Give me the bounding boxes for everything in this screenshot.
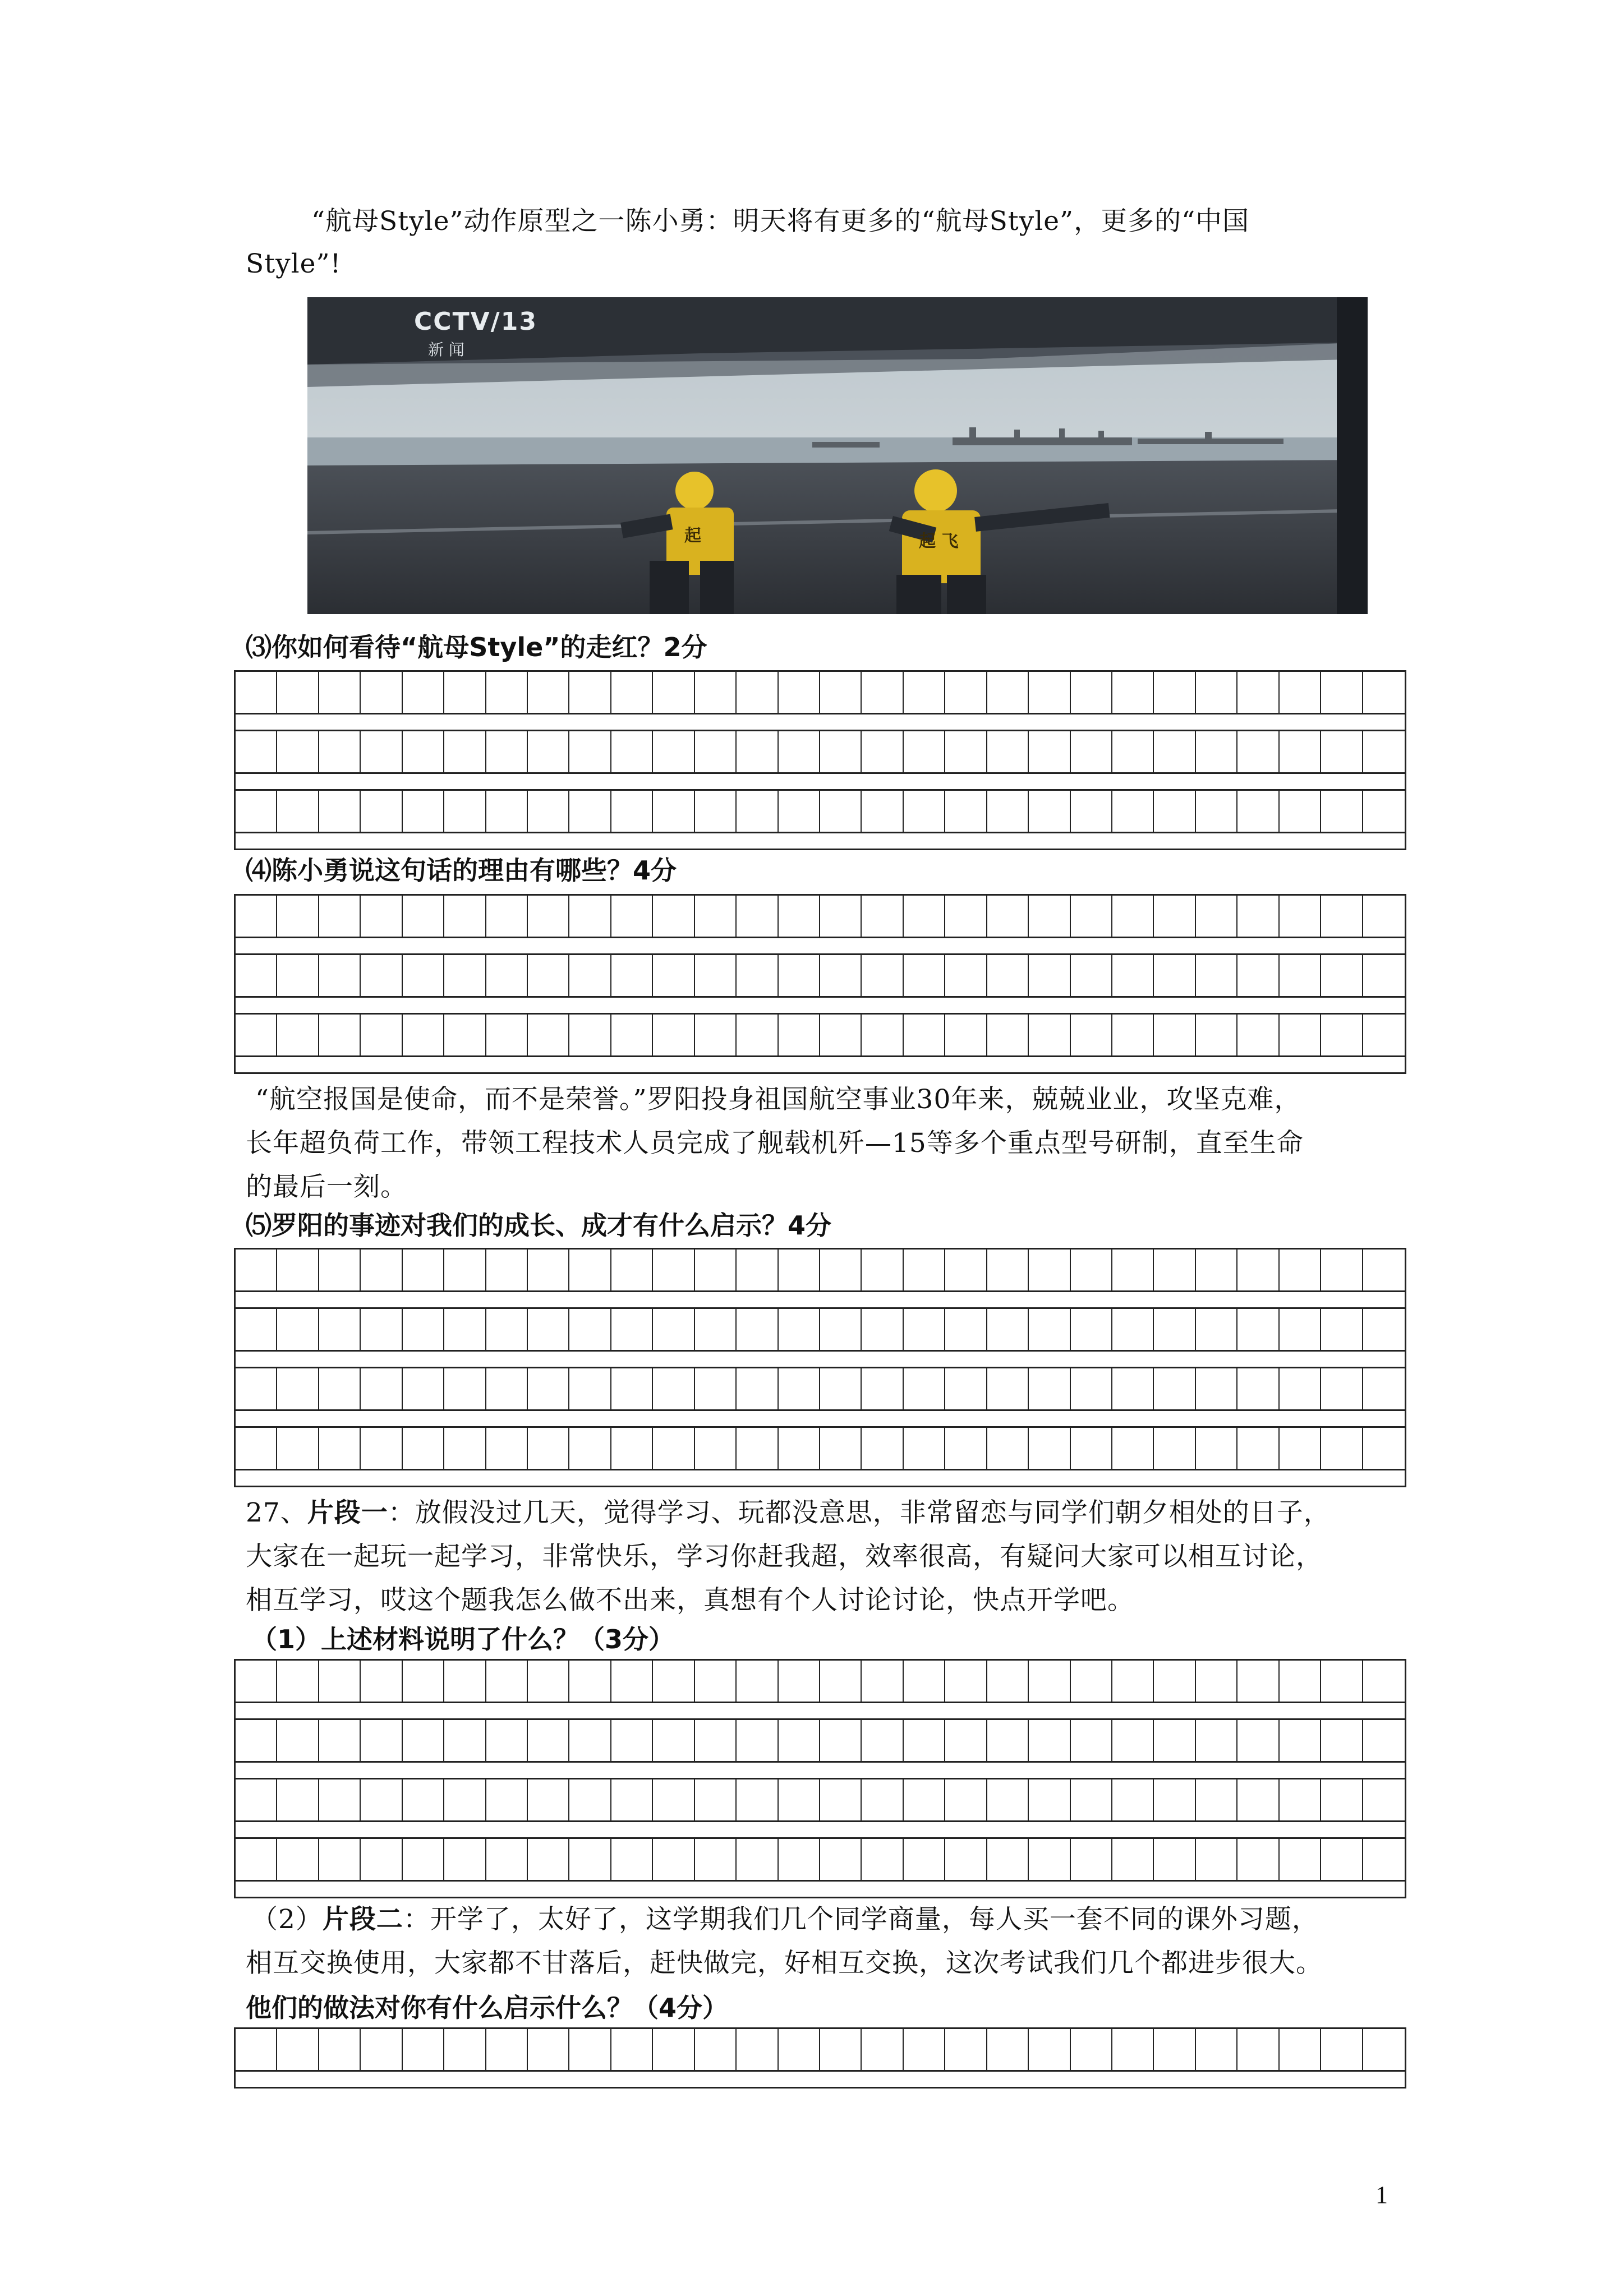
q27-line-1	[246, 1489, 1331, 1537]
q27-fragment-one-label: 片段一	[307, 1497, 388, 1528]
answer-grid-q5[interactable]	[234, 1248, 1406, 1487]
grid-row[interactable]	[236, 955, 1405, 998]
intro-line-1: “航母Style”动作原型之一陈小勇：明天将有更多的“航母Style”，更多的“中国	[311, 206, 1250, 237]
channel-subtitle: 新 闻	[428, 340, 464, 359]
question-3: ⑶你如何看待“航母Style”的走红？2分	[246, 632, 707, 662]
question-5: ⑸罗阳的事迹对我们的成长、成才有什么启示？4分	[246, 1210, 832, 1241]
q27-number: 27、	[246, 1497, 307, 1528]
grid-row[interactable]	[236, 896, 1405, 938]
luoyang-line-1: “航空报国是使命，而不是荣誉。”罗阳投身祖国航空事业30年来，兢兢业业，攻坚克难，	[255, 1084, 1301, 1115]
grid-row[interactable]	[236, 1839, 1405, 1882]
q27-line-1-text: ：放假没过几天，觉得学习、玩都没意思，非常留恋与同学们朝夕相处的日子，	[388, 1497, 1331, 1528]
q27-sub-1: （1）上述材料说明了什么？（3分）	[251, 1624, 675, 1654]
q27-sub-2-line-2: 相互交换使用，大家都不甘落后，赶快做完，好相互交换，这次考试我们几个都进步很大。	[246, 1948, 1323, 1979]
grid-row[interactable]	[236, 1428, 1405, 1470]
luoyang-line-2: 长年超负荷工作，带领工程技术人员完成了舰载机歼—15等多个重点型号研制，直至生命	[246, 1128, 1304, 1159]
grid-row[interactable]	[236, 1661, 1405, 1703]
q27-line-3: 相互学习，哎这个题我怎么做不出来，真想有个人讨论讨论，快点开学吧。	[246, 1585, 1134, 1616]
q27-sub-2-number: （2）	[251, 1904, 323, 1935]
grid-row[interactable]	[236, 1779, 1405, 1822]
grid-row[interactable]	[236, 2029, 1405, 2072]
grid-row[interactable]	[236, 791, 1405, 833]
grid-row[interactable]	[236, 1720, 1405, 1763]
channel-logo: CCTV/13	[414, 307, 537, 336]
carrier-deck-photo	[307, 297, 1368, 614]
grid-row[interactable]	[236, 731, 1405, 774]
q27-fragment-two-label: 片段二	[322, 1904, 403, 1935]
question-4: ⑷陈小勇说这句话的理由有哪些？4分	[246, 855, 677, 886]
luoyang-line-3: 的最后一刻。	[246, 1172, 407, 1202]
intro-line-2: Style”!	[246, 248, 342, 279]
page-number: 1	[1375, 2181, 1388, 2209]
vest-label-right: 起 飞	[919, 532, 959, 551]
answer-grid-q4[interactable]	[234, 894, 1406, 1074]
grid-row[interactable]	[236, 672, 1405, 714]
grid-row[interactable]	[236, 1015, 1405, 1057]
answer-grid-q3[interactable]	[234, 670, 1406, 850]
grid-row[interactable]	[236, 1309, 1405, 1352]
q27-line-2: 大家在一起玩一起学习，非常快乐，学习你赶我超，效率很高，有疑问大家可以相互讨论，	[246, 1541, 1323, 1572]
answer-grid-q27-2[interactable]	[234, 2027, 1406, 2088]
q27-sub-2-line-1	[251, 1896, 1319, 1944]
carrier-deck-photo-drawing	[307, 297, 1368, 614]
q27-sub-2-question: 他们的做法对你有什么启示什么？（4分）	[246, 1993, 729, 2023]
grid-row[interactable]	[236, 1368, 1405, 1411]
answer-grid-q27-1[interactable]	[234, 1659, 1406, 1898]
grid-row[interactable]	[236, 1250, 1405, 1292]
q27-sub-2-line-1-text: ：开学了，太好了，这学期我们几个同学商量，每人买一套不同的课外习题，	[403, 1904, 1319, 1935]
vest-label-left: 起	[684, 526, 701, 546]
